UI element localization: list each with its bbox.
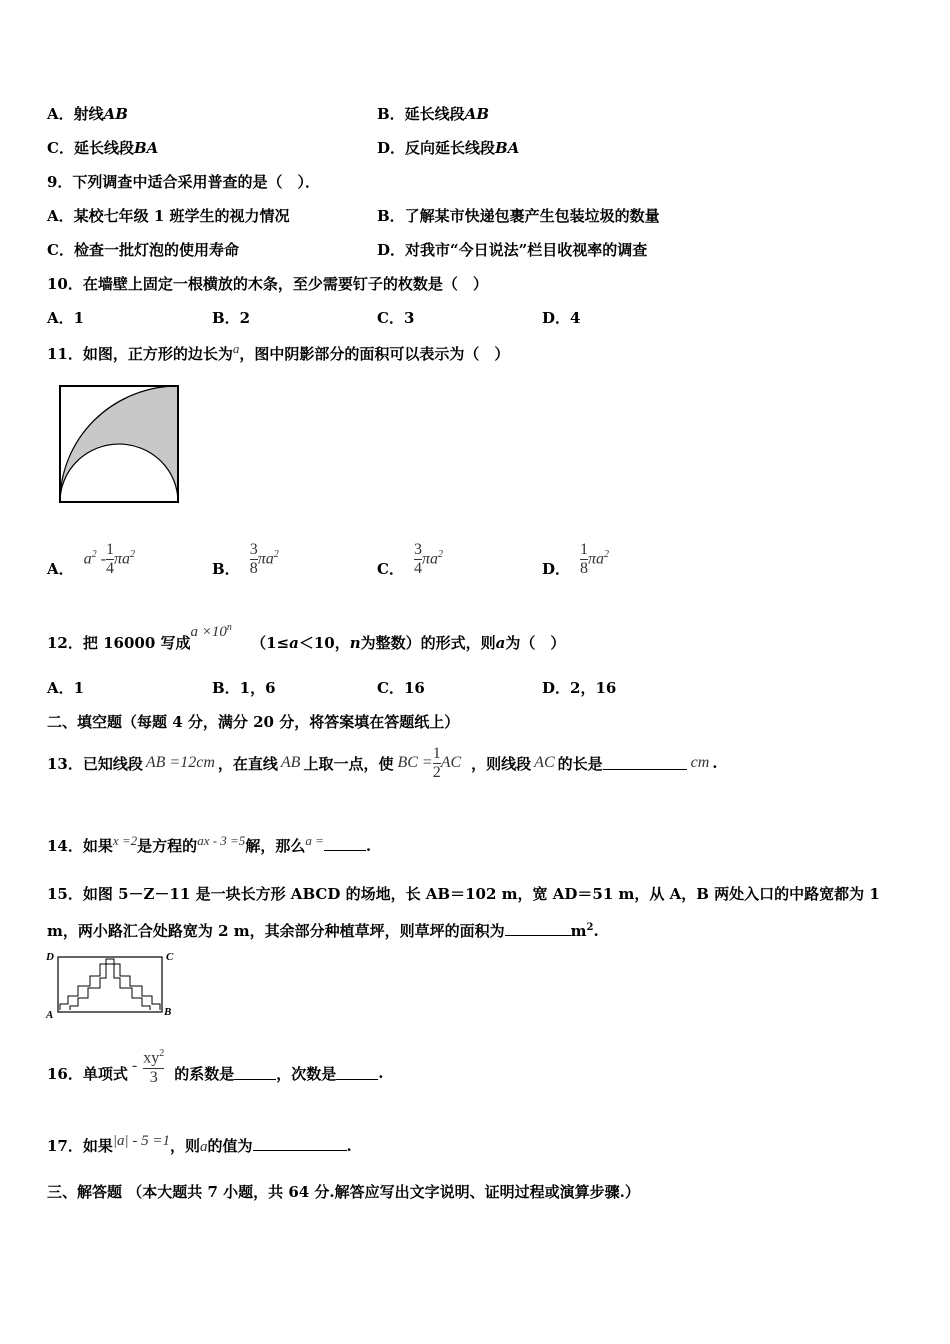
q15-figure bbox=[44, 948, 184, 1020]
q10-option-c: C．3 bbox=[377, 309, 415, 327]
q11-stem: 11．如图，正方形的边长为$^a$，图中阴影部分的面积可以表示为（ ） bbox=[47, 341, 510, 363]
q10-option-d: D．4 bbox=[542, 309, 581, 327]
label-c: C bbox=[166, 951, 174, 963]
q11-option-b: B． $\frac{3}{8}$ $\pi a^2$ bbox=[212, 540, 279, 578]
q17-stem: 17．如果|a| - 5 =1，则a的值为 . bbox=[47, 1133, 352, 1155]
path-outer bbox=[60, 964, 160, 1010]
q16-degree-blank[interactable] bbox=[336, 1067, 378, 1080]
q9-option-c: C．检查一批灯泡的使用寿命 bbox=[47, 241, 239, 259]
q8-option-c: C．延长线段BA bbox=[47, 139, 159, 157]
q8-option-a: A．射线AB bbox=[47, 105, 128, 123]
q9-option-d: D．对我市“今日说法”栏目收视率的调查 bbox=[377, 241, 648, 259]
q10-stem: 10．在墙壁上固定一根横放的木条，至少需要钉子的枚数是（ ） bbox=[47, 275, 488, 293]
q13-answer-blank[interactable] bbox=[603, 757, 687, 770]
q10-option-b: B．2 bbox=[212, 309, 251, 327]
q8-option-b: B．延长线段AB bbox=[377, 105, 490, 123]
q15-line2: m，两小路汇合处路宽为 2 m，其余部分种植草坪，则草坪的面积为 $m^2$. bbox=[47, 922, 599, 940]
q12-stem: 12．把 16000 写成$a \times 10^n$ （1≤a＜10，n为整数）的形式，则a为（ ） bbox=[47, 622, 566, 652]
q15-answer-blank[interactable] bbox=[505, 923, 571, 936]
q9-option-b: B．了解某市快递包裹产生包装垃圾的数量 bbox=[377, 207, 660, 225]
label-d: D bbox=[46, 951, 54, 963]
q16-stem: 16．单项式 - $\frac{xy^2}{3}$ 的系数是 ，次数是 . bbox=[47, 1048, 384, 1086]
q11-option-a: A． $a^2$ - $\frac{1}{4}$ $\pi a^2$ bbox=[47, 540, 135, 578]
q12-option-d: D．2，16 bbox=[542, 679, 617, 697]
section-3-heading: 三、解答题 （本大题共 7 小题，共 64 分.解答应写出文字说明、证明过程或演算步骤.） bbox=[47, 1183, 640, 1201]
label-a: A bbox=[46, 1009, 54, 1020]
q12-option-a: A．1 bbox=[47, 679, 85, 697]
q14-stem: 14．如果x =2是方程的ax - 3 =5解，那么a = . bbox=[47, 833, 372, 855]
q14-answer-blank[interactable] bbox=[324, 838, 366, 851]
q9-stem: 9．下列调查中适合采用普查的是（ ）． bbox=[47, 173, 320, 191]
q9-option-a: A．某校七年级 1 班学生的视力情况 bbox=[47, 207, 290, 225]
q16-coefficient-blank[interactable] bbox=[234, 1067, 276, 1080]
q12-option-c: C．16 bbox=[377, 679, 425, 697]
field-rect bbox=[58, 957, 162, 1012]
q12-option-b: B．1，6 bbox=[212, 679, 276, 697]
q11-option-c: C． $\frac{3}{4}$ $\pi a^2$ bbox=[377, 540, 443, 578]
q15-line1: 15．如图 5－Z－11 是一块长方形 ABCD 的场地，长 AB＝102 m，宽 AD＝51 m，从 A，B 两处入口的中路宽都为 1 bbox=[47, 885, 880, 903]
section-2-heading: 二、填空题（每题 4 分，满分 20 分，将答案填在答题纸上） bbox=[47, 713, 460, 731]
q17-answer-blank[interactable] bbox=[253, 1138, 347, 1151]
q10-option-a: A．1 bbox=[47, 309, 85, 327]
q11-figure bbox=[58, 384, 182, 506]
q13-stem: 13．已知线段 AB =12cm ，在直线 AB 上取一点，使 BC = $\frac{1}{2}$ AC ，则线段 AC 的长是 cm . bbox=[47, 744, 718, 781]
q8-option-d: D．反向延长线段BA bbox=[377, 139, 520, 157]
q11-option-d: D． $\frac{1}{8}$ $\pi a^2$ bbox=[542, 540, 610, 578]
path-inner bbox=[70, 959, 150, 1010]
label-b: B bbox=[164, 1006, 172, 1018]
